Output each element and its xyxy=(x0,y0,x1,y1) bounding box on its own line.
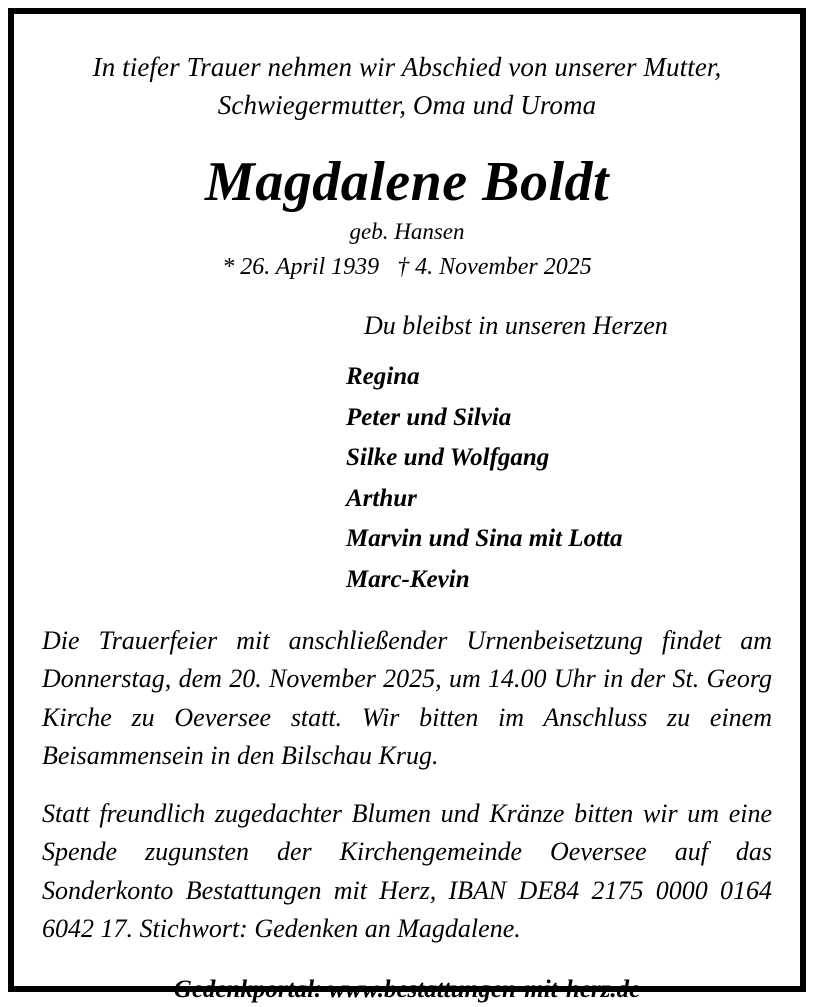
family-block xyxy=(34,309,780,600)
life-dates: * 26. April 1939 † 4. November 2025 xyxy=(222,254,592,281)
intro-line-1: In tiefer Trauer nehmen wir Abschied von unserer Mutter, xyxy=(92,52,722,82)
donation-paragraph: Statt freundlich zugedachter Blumen und Kränze bitten wir um eine Spende zugunsten der Kirchengemeinde Oeversee auf das Sonderkonto Bestattungen mit Herz, IBAN DE84 2175 0000 0164 6042 17. Stichwort: Gedenken an Magdalene. xyxy=(42,799,772,943)
intro-line-2: Schwiegermutter, Oma und Uroma xyxy=(217,90,597,121)
memorial-motto: Du bleibst in unseren Herzen xyxy=(364,311,668,341)
list-item: Silke und Wolfgang xyxy=(346,444,550,472)
list-item: Regina xyxy=(346,363,420,391)
maiden-name: geb. Hansen xyxy=(349,219,465,245)
list-item: Arthur xyxy=(346,484,417,512)
obituary-content xyxy=(14,14,800,1003)
survivors-list xyxy=(346,357,780,600)
ceremony-paragraph: Die Trauerfeier mit anschließender Urnenbeisetzung findet am Donnerstag, dem 20. November 2025, um 14.00 Uhr in der St. Georg Kirche zu Oeversee statt. Wir bitten im Anschluss zu einem Beisammensein in den Bilschau Krug. xyxy=(42,626,772,770)
list-item: Peter und Silvia xyxy=(346,403,512,431)
deceased-name: Magdalene Boldt xyxy=(204,150,610,213)
obituary-notice-card xyxy=(8,8,806,1003)
deceased-name-block xyxy=(34,151,780,284)
list-item: Marvin und Sina mit Lotta xyxy=(346,525,623,553)
intro-text xyxy=(52,48,762,125)
list-item: Marc-Kevin xyxy=(346,565,470,593)
memorial-portal-line: Gedenkportal: www.bestattungen-mit-herz.de xyxy=(173,976,641,1003)
